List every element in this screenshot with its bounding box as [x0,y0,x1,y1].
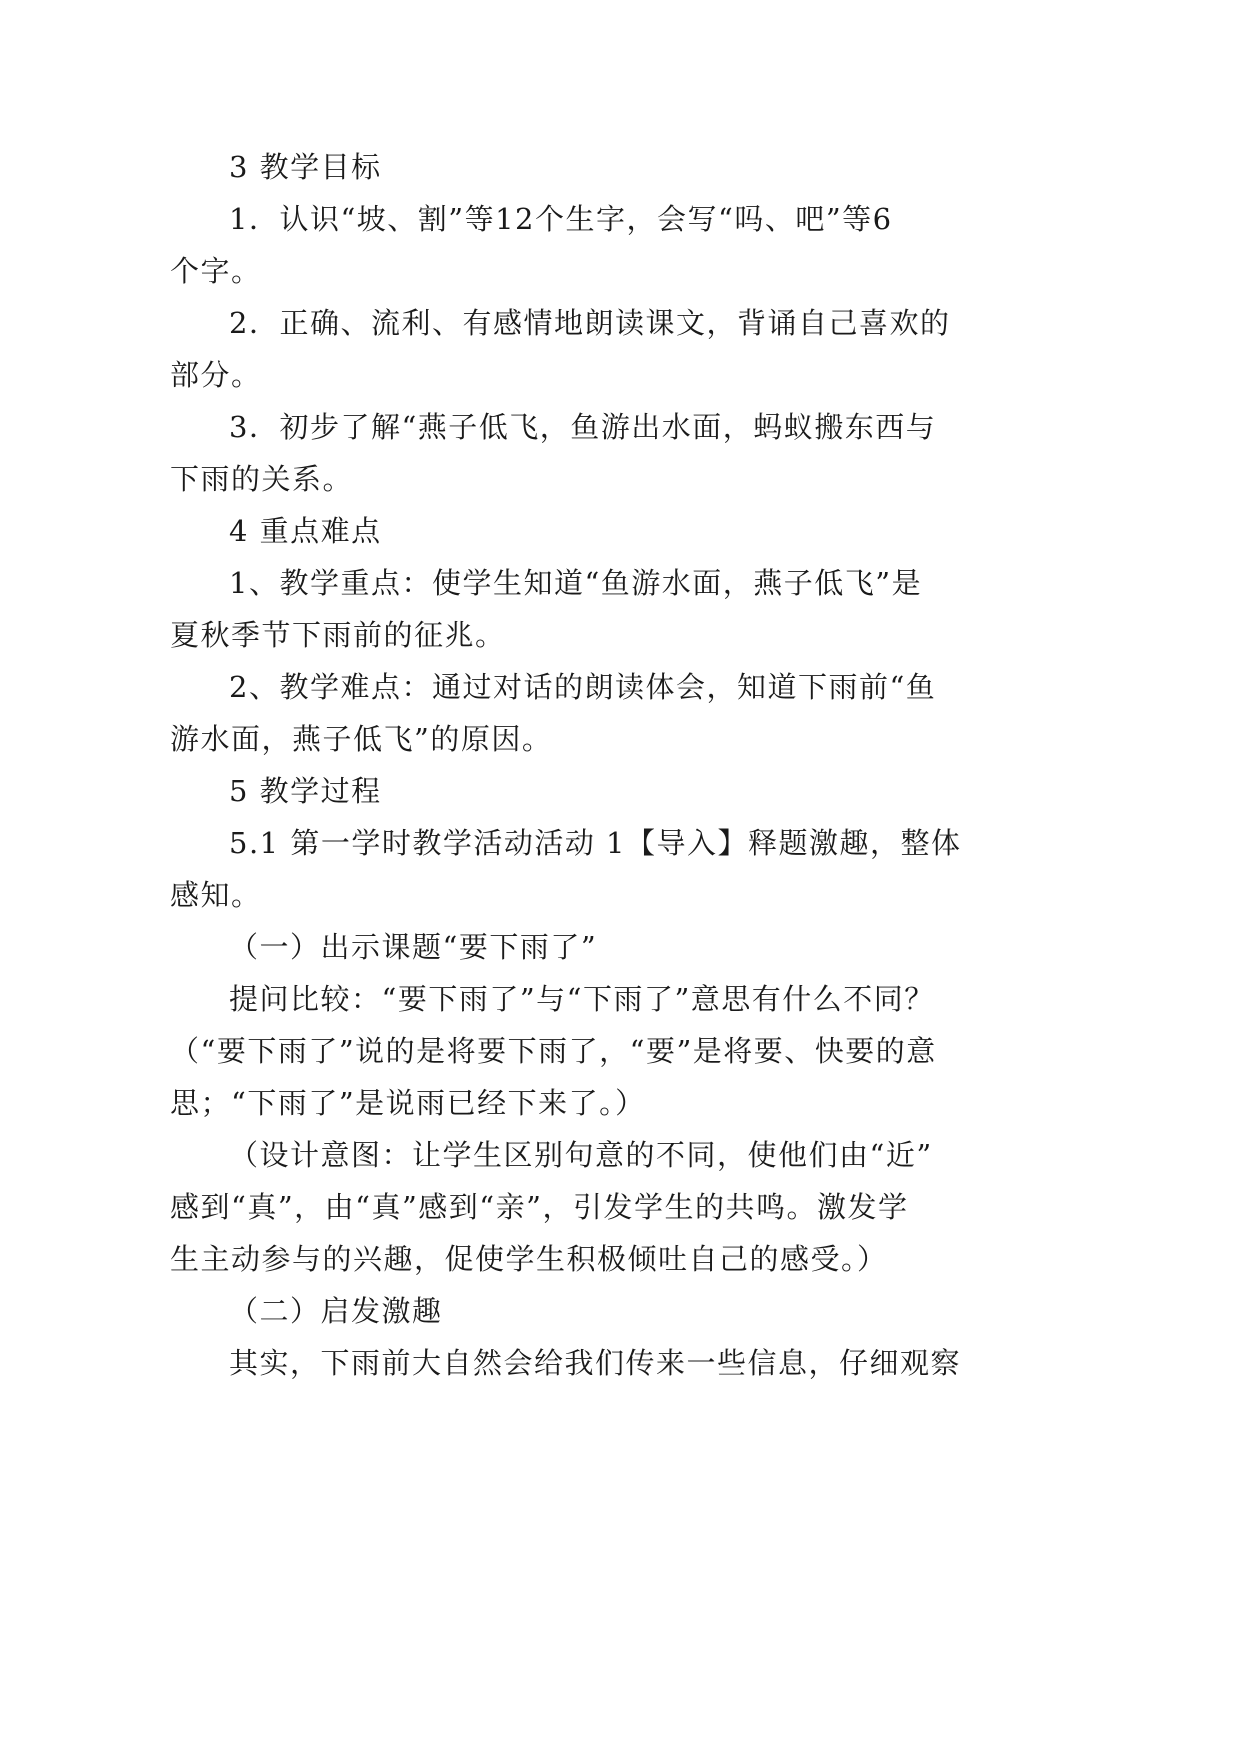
subsection-inspire-interest: （二）启发激趣 [229,1294,443,1328]
body-line-last: 其实，下雨前大自然会给我们传来一些信息，仔细观察 [229,1346,962,1380]
subsection-show-title: （一）出示课题“要下雨了” [229,930,598,964]
question-line-3: 思；“下雨了”是说雨已经下来了。） [170,1086,646,1120]
question-line-2: （“要下雨了”说的是将要下雨了，“要”是将要、快要的意 [170,1034,937,1068]
key-point-line-2: 夏秋季节下雨前的征兆。 [170,618,506,652]
question-line-1: 提问比较：“要下雨了”与“下雨了”意思有什么不同？ [229,982,935,1016]
goal-3-line-2: 下雨的关系。 [170,462,354,496]
design-intent-line-1: （设计意图：让学生区别句意的不同，使他们由“近” [229,1138,933,1172]
design-intent-line-3: 生主动参与的兴趣，促使学生积极倾吐自己的感受。） [170,1242,888,1276]
goal-2-line-1: 2．正确、流利、有感情地朗读课文，背诵自己喜欢的 [229,306,951,340]
activity-line-1: 5.1 第一学时教学活动活动 1【导入】释题激趣，整体 [229,826,962,860]
section-heading-teaching-goals: 3 教学目标 [229,150,382,184]
key-point-line-1: 1、教学重点：使学生知道“鱼游水面，燕子低飞”是 [229,566,923,600]
goal-2-line-2: 部分。 [170,358,262,392]
activity-line-2: 感知。 [170,878,262,912]
goal-1-line-2: 个字。 [170,254,262,288]
difficulty-line-2: 游水面，燕子低飞”的原因。 [170,722,553,756]
difficulty-line-1: 2、教学难点：通过对话的朗读体会，知道下雨前“鱼 [229,670,937,704]
goal-3-line-1: 3．初步了解“燕子低飞，鱼游出水面，蚂蚁搬东西与 [229,410,937,444]
design-intent-line-2: 感到“真”，由“真”感到“亲”，引发学生的共鸣。激发学 [170,1190,909,1224]
goal-1-line-1: 1．认识“坡、割”等12个生字，会写“吗、吧”等6 [229,202,893,236]
section-heading-key-points: 4 重点难点 [229,514,382,548]
section-heading-teaching-process: 5 教学过程 [229,774,382,808]
